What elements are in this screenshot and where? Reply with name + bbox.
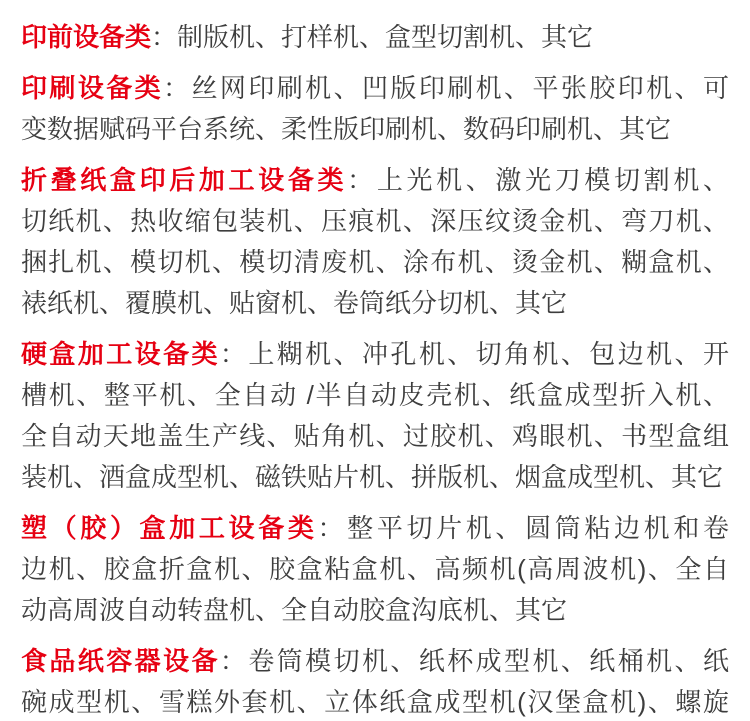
category-heading: 硬盒加工设备类 [21, 339, 220, 369]
heading-colon: ： [163, 73, 192, 103]
equipment-list-text: 变数据赋码平台系统、柔性版印刷机、数码印刷机、其它 [21, 114, 672, 144]
paragraph-line [21, 334, 729, 375]
category-printing [21, 68, 729, 150]
equipment-list-text: 整平切片机、圆筒粘边机和卷 [347, 513, 729, 543]
equipment-list-text: 捆扎机、模切机、模切清废机、涂布机、烫金机、糊盒机、 [21, 247, 729, 277]
equipment-list-text: 卷筒模切机、纸杯成型机、纸桶机、纸 [248, 646, 729, 676]
paragraph-line [21, 160, 729, 201]
category-plastic-box [21, 508, 729, 631]
equipment-list-text: 切纸机、热收缩包装机、压痕机、深压纹烫金机、弯刀机、 [21, 206, 729, 236]
equipment-list-text: 上糊机、冲孔机、切角机、包边机、开 [248, 339, 729, 369]
equipment-list-text: 全自动天地盖生产线、贴角机、过胶机、鸡眼机、书型盒组 [21, 421, 729, 451]
category-heading: 印前设备类 [21, 22, 152, 52]
category-heading: 食品纸容器设备 [21, 646, 220, 676]
equipment-list-text: 丝网印刷机、凹版印刷机、平张胶印机、可 [191, 73, 729, 103]
equipment-list-text: 制版机、打样机、盒型切割机、其它 [177, 22, 594, 52]
equipment-list-text: 裱纸机、覆膜机、贴窗机、卷筒纸分切机、其它 [21, 288, 568, 318]
heading-colon: ： [219, 339, 249, 369]
category-heading: 塑（胶）盒加工设备类 [21, 513, 318, 543]
category-heading: 印刷设备类 [21, 73, 164, 103]
equipment-list-text: 槽机、整平机、全自动 /半自动皮壳机、纸盒成型折入机、 [21, 380, 729, 410]
paragraph-line [21, 68, 729, 109]
category-rigid-box [21, 334, 729, 498]
heading-colon: ： [317, 513, 348, 543]
heading-colon: ： [347, 165, 377, 195]
paragraph-line [21, 508, 729, 549]
equipment-list-text: 碗成型机、雪糕外套机、立体纸盒成型机(汉堡盒机)、螺旋 [21, 687, 729, 717]
equipment-list-text: 上光机、激光刀模切割机、 [376, 165, 729, 195]
heading-colon: ： [219, 646, 249, 676]
equipment-list-text: 装机、酒盒成型机、磁铁贴片机、拼版机、烟盒成型机、其它 [21, 462, 724, 492]
category-prepress [21, 17, 729, 58]
category-heading: 折叠纸盒印后加工设备类 [21, 165, 348, 195]
equipment-list-text: 边机、胶盒折盒机、胶盒粘盒机、高频机(高周波机)、全自 [21, 554, 729, 584]
heading-colon: ： [151, 22, 178, 52]
category-food-paper-container [21, 641, 729, 721]
equipment-list-text: 动高周波自动转盘机、全自动胶盒沟底机、其它 [21, 595, 568, 625]
paragraph-line [21, 17, 729, 58]
paragraph-line [21, 641, 729, 682]
category-folding-carton-postpress [21, 160, 729, 324]
